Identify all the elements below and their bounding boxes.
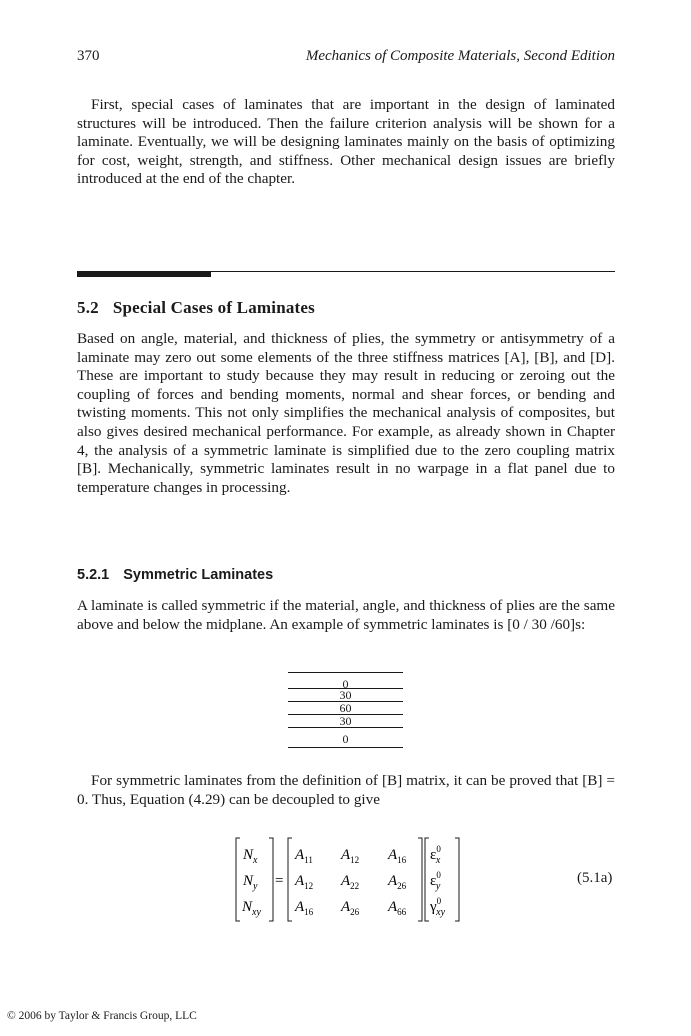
a16-row3: $A_{16}$ [295,899,314,917]
a66: $A_{66}$ [388,899,407,917]
a26: $A_{26}$ [388,873,407,891]
strain-bracket-left [425,838,429,921]
a16: $A_{16}$ [388,847,407,865]
ply-stack-diagram [288,672,403,748]
page-header-title: Mechanics of Composite Materials, Second Edition [305,48,615,64]
copyright-footer: © 2006 by Taylor & Francis Group, LLC [7,1010,197,1022]
a-bracket-right [418,838,422,921]
subsection-heading [77,567,273,583]
epsilon-x0: $\varepsilon^0$ x [430,844,441,866]
lhs-ny: $N_y$ [243,873,258,892]
strain-bracket-right [455,838,459,921]
ply-layer [288,701,403,714]
after-paragraph: For symmetric laminates from the definition of [B] matrix, it can be proved that [B] = 0. Thus, Equation (4.29) can be decoupled to give [77,772,615,808]
subsection-title: Symmetric Laminates [123,567,274,583]
ply-layer [288,688,403,701]
a11: $A_{11}$ [295,847,313,865]
a12-row2: $A_{12}$ [295,873,314,891]
ply-layer [288,672,403,691]
lhs-nx: $N_x$ [243,847,258,866]
a26-row3: $A_{26}$ [341,899,360,917]
ply-angle-label: 0 [342,677,349,691]
lhs-nxy: $N_{xy}$ [242,899,261,918]
ply-angle-label: 60 [339,701,352,715]
equation-5-1a [233,835,473,925]
section-paragraph: Based on angle, material, and thickness of plies, the symmetry or antisymmetry of a laminate may zero out some elements of the three stiffness matrices [A], [B], and [D]. These are important to study because they may result in reducing or zeroing out the coupling of forces and bending moments, normal and shear forces, or bending and twisting moments. This not only simplifies the mechanical analysis of composites, but also gives desired mechanical performance. For example, as already shown in Chapter 4, the analysis of a symmetric laminate is simplified due to the zero coupling matrix [B]. Mechanically, symmetric laminates result in no warpage in a flat panel due to temperature changes in processing. [77,330,615,496]
equation-number: (5.1a) [577,870,613,886]
gamma-xy0: $\gamma^0$ xy [430,896,446,918]
section-rule-thick [77,272,211,277]
epsilon-y0: $\varepsilon^0$ y [430,870,441,892]
ply-angle-label: 0 [342,732,349,746]
lhs-bracket-right [269,838,273,921]
equals-sign: = [275,873,284,889]
ply-angle-label: 30 [339,688,352,702]
a22: $A_{22}$ [341,873,360,891]
page-header-number: 370 [77,48,100,64]
ply-angle-label: 30 [339,714,352,728]
section-title: Special Cases of Laminates [112,298,315,317]
ply-layer [288,714,403,727]
subsection-number: 5.2.1 [77,567,110,583]
a12: $A_{12}$ [341,847,360,865]
section-number: 5.2 [77,298,99,317]
subsection-paragraph: A laminate is called symmetric if the material, angle, and thickness of plies are the same above and below the midplane. An example of symmetric laminates is [0 / 30 /60]s: [77,597,615,633]
lhs-bracket-left [236,838,240,921]
intro-paragraph: First, special cases of laminates that are important in the design of laminated structures will be introduced. Then the failure criterion analysis will be shown for a laminate. Eventually, we will be designing laminates mainly on the basis of optimizing for cost, weight, strength, and stiffness. Other mechanical design issues are briefly introduced at the end of the chapter. [77,96,615,188]
ply-layer [288,727,403,747]
a-bracket-left [288,838,292,921]
section-heading [77,298,315,318]
